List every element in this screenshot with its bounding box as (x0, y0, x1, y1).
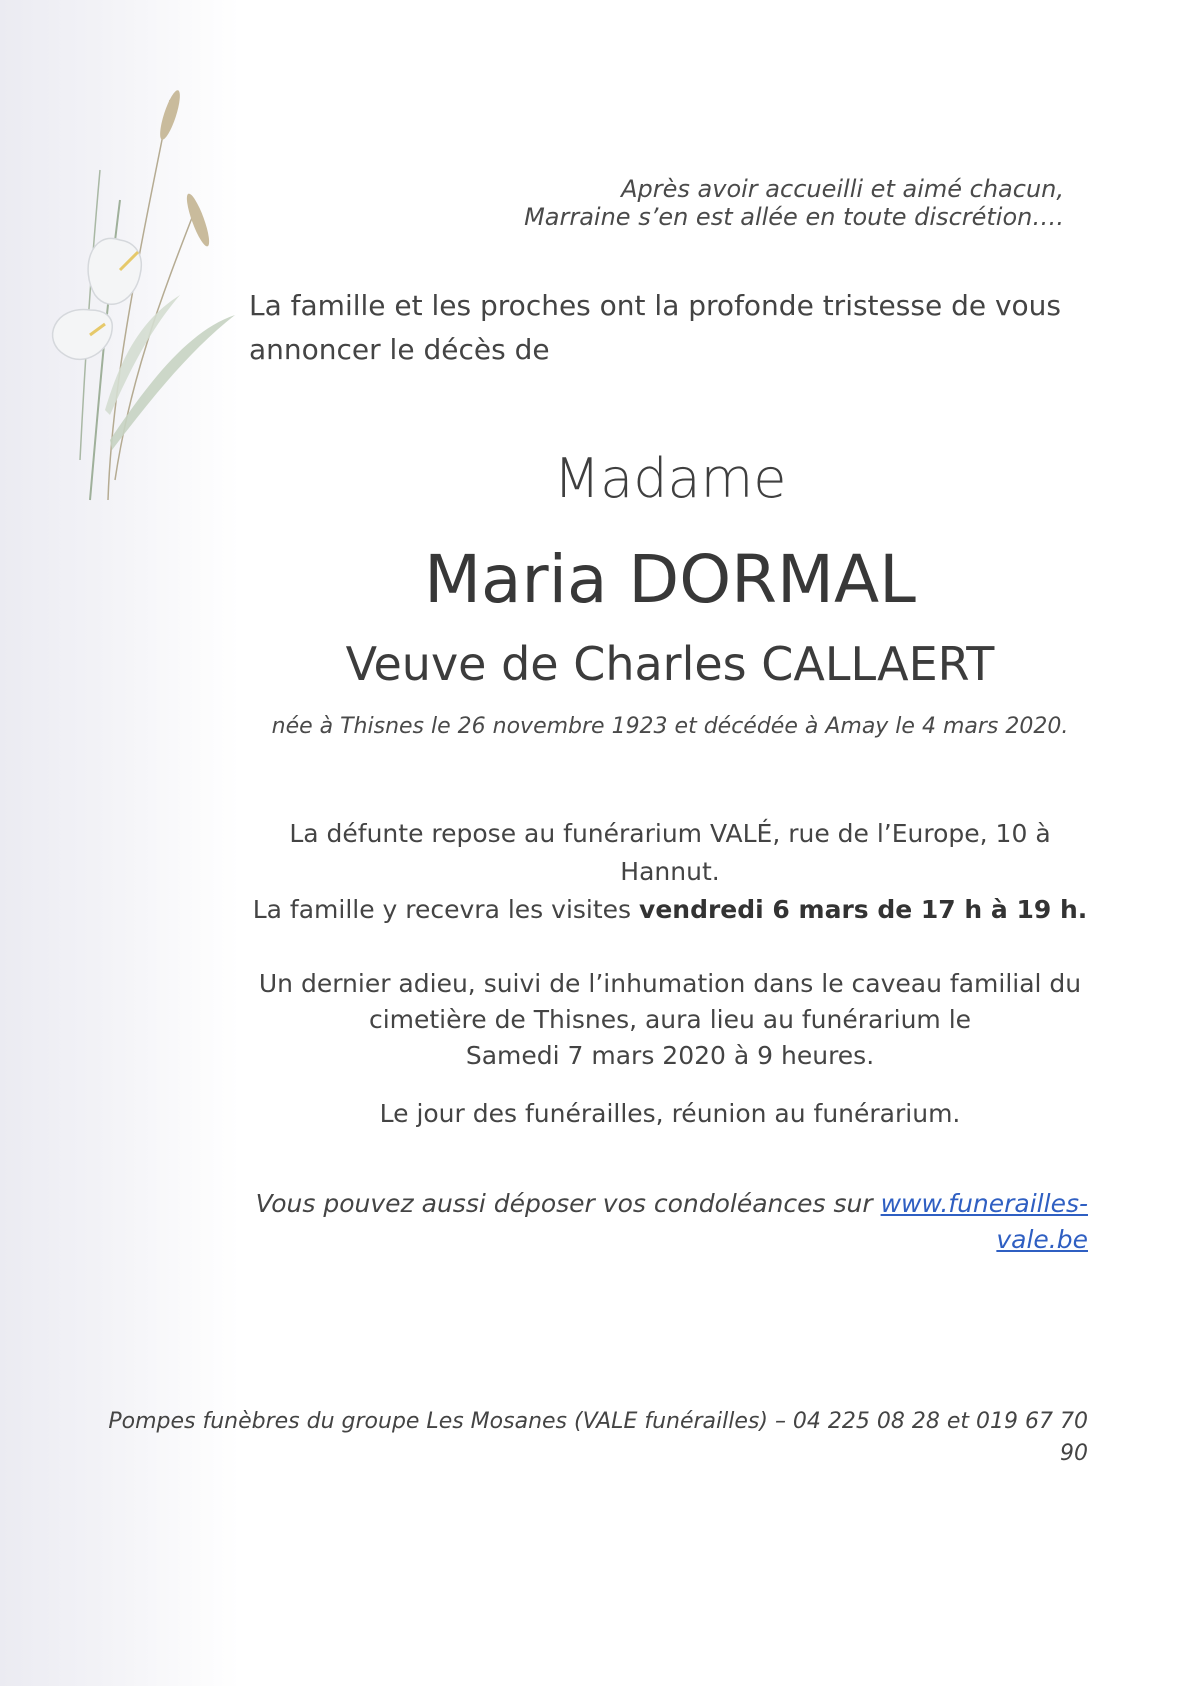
repose-line-1: La défunte repose au funérarium VALÉ, rue de l’Europe, 10 à Hannut. (289, 819, 1051, 886)
ceremony-line-2: cimetière de Thisnes, aura lieu au funérarium le (368, 1005, 972, 1034)
ceremony-info (250, 966, 1090, 1074)
deceased-name: Maria DORMAL (424, 541, 916, 618)
condolences-text: Vous pouvez aussi déposer vos condoléances sur (255, 1189, 881, 1218)
announcement-intro (249, 284, 1109, 372)
condolences-line (250, 1186, 1088, 1258)
calla-lily-wheat-illustration (20, 80, 240, 520)
widow-of: Veuve de Charles CALLAERT (345, 637, 995, 691)
repose-line-2 (250, 891, 1090, 929)
birth-death-dates: née à Thisnes le 26 novembre 1923 et décédée à Amay le 4 mars 2020. (271, 714, 1069, 739)
visits-text: La famille y recevra les visites (252, 895, 640, 924)
deceased-title: Madame (553, 447, 787, 510)
funeral-home-footer: Pompes funèbres du groupe Les Mosanes (VALE funérailles) – 04 225 08 28 et 019 67 70 90 (108, 1409, 1088, 1466)
epigraph-line-2: Marraine s’en est allée en toute discrétion…. (524, 203, 1064, 231)
condolences-link[interactable]: www.funerailles-vale.be (880, 1189, 1088, 1254)
ceremony-date: Samedi 7 mars 2020 à 9 heures. (465, 1041, 875, 1070)
intro-line-1: La famille et les proches ont la profonde tristesse de vous (249, 289, 1061, 322)
intro-line-2: annoncer le décès de (249, 333, 550, 366)
visits-schedule: vendredi 6 mars de 17 h à 19 h. (639, 895, 1088, 924)
ceremony-line-1: Un dernier adieu, suivi de l’inhumation dans le caveau familial du (258, 969, 1082, 998)
repose-info (250, 815, 1090, 929)
epigraph-line-1: Après avoir accueilli et aimé chacun, (621, 175, 1064, 203)
gathering-info: Le jour des funérailles, réunion au funérarium. (379, 1099, 961, 1128)
epigraph (524, 175, 1064, 231)
